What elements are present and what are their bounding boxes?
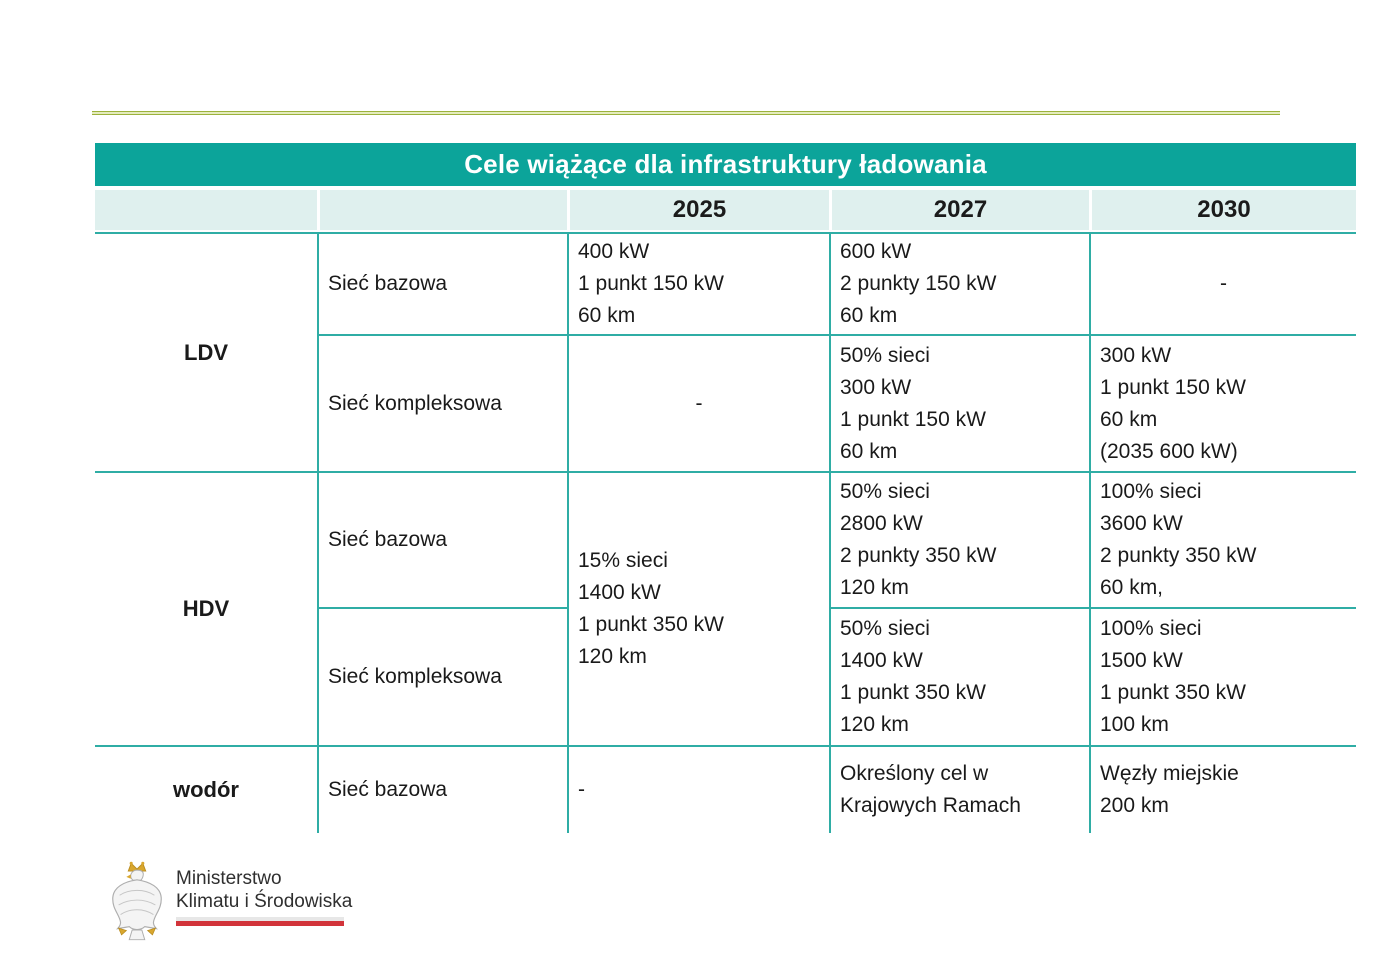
header-cell-network [317, 190, 567, 230]
header-cell-2030: 2030 [1089, 190, 1356, 230]
cell-ldv-bazowa-2030: - [1089, 232, 1356, 334]
header-cell-category [95, 190, 317, 230]
cell-hdv-kompleksowa-label: Sieć kompleksowa [317, 607, 567, 745]
cell-ldv-bazowa-2027: 600 kW 2 punkty 150 kW 60 km [829, 232, 1089, 334]
cell-hdv-kompleksowa-2030: 100% sieci 1500 kW 1 punkt 350 kW 100 km [1089, 607, 1356, 745]
cell-hdv-2025-shared: 15% sieci 1400 kW 1 punkt 350 kW 120 km [567, 471, 829, 745]
ministry-name-line2: Klimatu i Środowiska [176, 891, 353, 912]
table-title-bar [95, 143, 1356, 186]
ministry-name [176, 867, 352, 913]
cell-wodor-bazowa-2025: - [567, 745, 829, 833]
cell-wodor-bazowa-label: Sieć bazowa [317, 745, 567, 833]
header-cell-2027: 2027 [829, 190, 1089, 230]
cell-ldv-kompleksowa-label: Sieć kompleksowa [317, 334, 567, 471]
cell-ldv-kompleksowa-2030: 300 kW 1 punkt 150 kW 60 km (2035 600 kW) [1089, 334, 1356, 471]
cell-hdv-bazowa-label: Sieć bazowa [317, 471, 567, 607]
cell-hdv-bazowa-2027: 50% sieci 2800 kW 2 punkty 350 kW 120 km [829, 471, 1089, 607]
table-title: Cele wiążące dla infrastruktury ładowania [464, 149, 987, 179]
ministry-name-line1: Ministerstwo [176, 868, 282, 889]
cell-ldv-bazowa-label: Sieć bazowa [317, 232, 567, 334]
cell-category-wodor: wodór [95, 745, 317, 833]
cell-hdv-kompleksowa-2027: 50% sieci 1400 kW 1 punkt 350 kW 120 km [829, 607, 1089, 745]
year-header-row [95, 190, 1356, 230]
cell-ldv-kompleksowa-2027: 50% sieci 300 kW 1 punkt 150 kW 60 km [829, 334, 1089, 471]
cell-category-ldv: LDV [95, 232, 317, 471]
cell-category-hdv: HDV [95, 471, 317, 745]
cell-wodor-bazowa-2027: Określony cel w Krajowych Ramach [829, 745, 1089, 833]
ministry-logo [108, 858, 408, 948]
targets-table [95, 232, 1356, 833]
cell-ldv-bazowa-2025: 400 kW 1 punkt 150 kW 60 km [567, 232, 829, 334]
cell-wodor-bazowa-2030: Węzły miejskie 200 km [1089, 745, 1356, 833]
top-divider-rule [92, 111, 1280, 115]
cell-hdv-bazowa-2030: 100% sieci 3600 kW 2 punkty 350 kW 60 km, [1089, 471, 1356, 607]
flag-stripe [176, 917, 344, 926]
ministry-eagle-icon [108, 858, 166, 946]
cell-ldv-kompleksowa-2025: - [567, 334, 829, 471]
header-cell-2025: 2025 [567, 190, 829, 230]
